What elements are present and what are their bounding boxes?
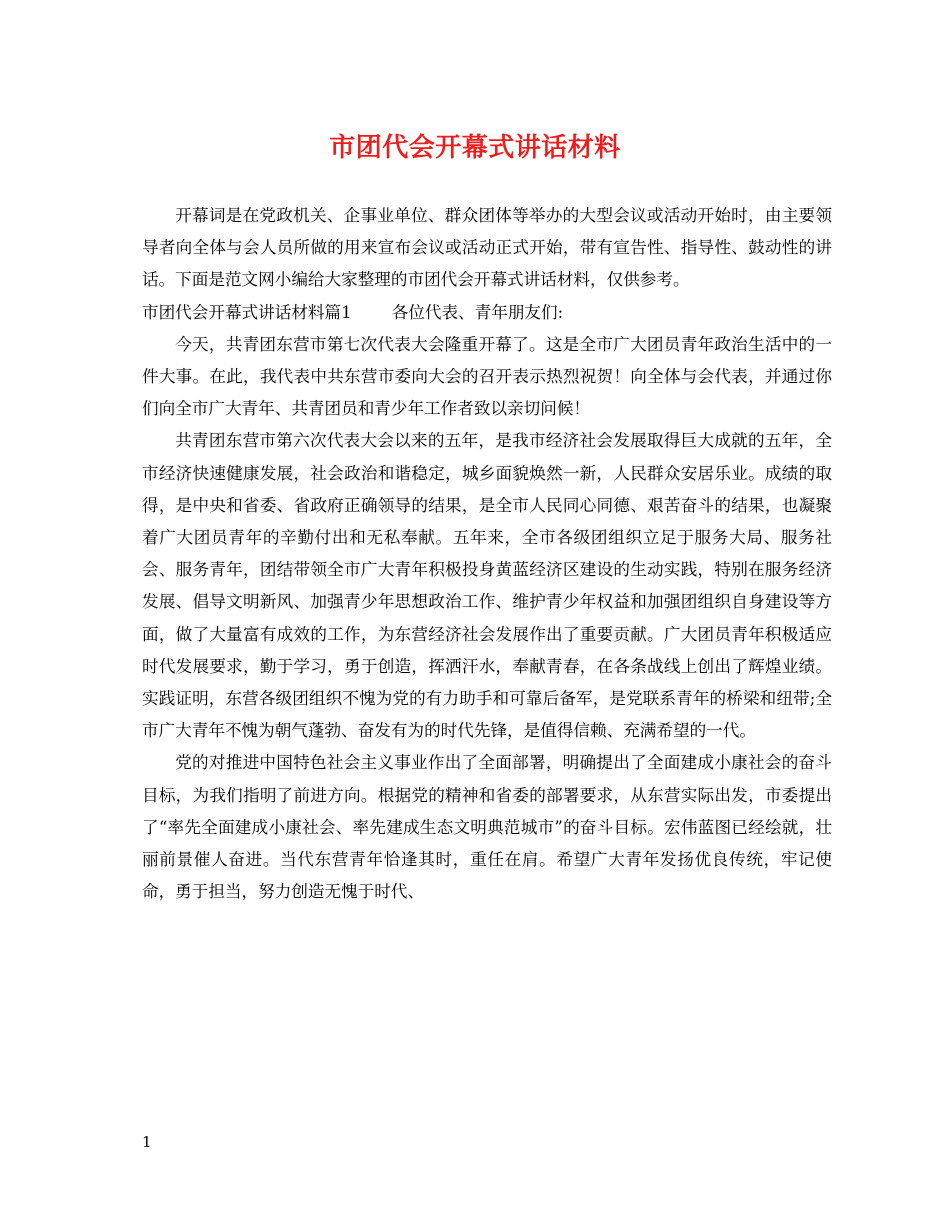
document-title: 市团代会开幕式讲话材料 [329,133,621,163]
section-heading-line [142,297,832,329]
body-paragraph: 党的对推进中国特色社会主义事业作出了全面部署，明确提出了全面建成小康社会的奋斗目标，为我们指明了前进方向。根据党的精神和省委的部署要求，从东营实际出发，市委提出了“率先全面建成小康社会、率先建成生态文明典范城市”的奋斗目标。宏伟蓝图已经绘就，壮丽前景催人奋进。当代东营青年恰逢其时，重任在肩。希望广大青年发扬优良传统，牢记使命，勇于担当，努力创造无愧于时代、 [142,753,832,902]
section-heading: 市团代会开幕式讲话材料篇1 [142,302,352,322]
body-paragraph: 今天，共青团东营市第七次代表大会隆重开幕了。这是全市广大团员青年政治生活中的一件大事。在此，我代表中共东营市委向大会的召开表示热烈祝贺！向全体与会代表，并通过你们向全市广大青年、共青团员和青少年工作者致以亲切问候！ [142,334,832,419]
intro-paragraph: 开幕词是在党政机关、企事业单位、群众团体等举办的大型会议或活动开始时，由主要领导者向全体与会人员所做的用来宣布会议或活动正式开始，带有宣告性、指导性、鼓动性的讲话。下面是范文网小编给大家整理的市团代会开幕式讲话材料，仅供参考。 [142,206,832,290]
body-paragraph: 共青团东营市第六次代表大会以来的五年，是我市经济社会发展取得巨大成就的五年，全市经济快速健康发展，社会政治和谐稳定，城乡面貌焕然一新，人民群众安居乐业。成绩的取得，是中央和省委、省政府正确领导的结果，是全市人民同心同德、艰苦奋斗的结果，也凝聚着广大团员青年的辛勤付出和无私奉献。五年来，全市各级团组织立足于服务大局、服务社会、服务青年，团结带领全市广大青年积极投身黄蓝经济区建设的生动实践，特别在服务经济发展、倡导文明新风、加强青少年思想政治工作、维护青少年权益和加强团组织自身建设等方面，做了大量富有成效的工作，为东营经济社会发展作出了重要贡献。广大团员青年积极适应时代发展要求，勤于学习，勇于创造，挥洒汗水，奉献青春，在各条战线上创出了辉煌业绩。实践证明，东营各级团组织不愧为党的有力助手和可靠后备军，是党联系青年的桥梁和纽带;全市广大青年不愧为朝气蓬勃、奋发有为的时代先锋，是值得信赖、充满希望的一代。 [142,431,832,741]
greeting: 各位代表、青年朋友们: [391,302,564,322]
page-number: 1 [142,1133,152,1151]
document-body [142,200,832,908]
